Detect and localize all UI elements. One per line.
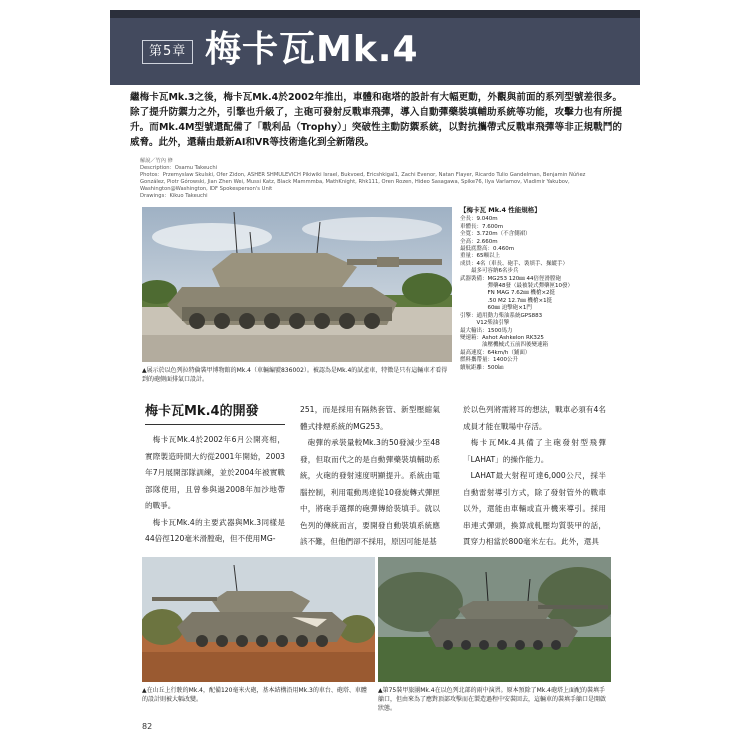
spec-line: 全寬：3.720m（不含側裙）: [460, 231, 531, 238]
chapter-title: 梅卡瓦Mk.4: [205, 29, 419, 70]
main-photo-caption: ▲展示於以色列拉特倫裝甲博物館的Mk.4（車輛編號836002）。被認為是Mk.4的試產車，特徵是只有這輛車才看得到的砲側面排氣口設計。: [142, 367, 448, 383]
section-heading: 梅卡瓦Mk.4的開發: [145, 403, 285, 425]
chapter-label: 第5章: [142, 40, 193, 64]
spec-line: V12柴油引擎: [460, 320, 510, 327]
hill-photo-caption: ▲在山丘上行駛的Mk.4，配備120毫米火砲，基本結構沿用Mk.3的車台、砲塔、車體的設計則被大幅改變。: [142, 687, 367, 703]
chapter-header: [110, 10, 640, 85]
spec-line: 成員：4名（車長、砲手、裝填手、操縱手）: [460, 260, 569, 267]
header-top-bar: [110, 10, 640, 18]
body-column-1: [145, 432, 285, 548]
spec-line: 最高速度：64km/h（鋪面）: [460, 349, 531, 356]
spec-line: 最低底盤高：0.460m: [460, 246, 515, 253]
main-tank-photo: [142, 207, 452, 362]
spec-line: 全長：9.040m: [460, 216, 498, 223]
body-paragraph: 砲彈的承裝量較Mk.3的50發減少至48發，但取而代之的是自動彈藥裝填輔助系統，火砲的發射速度明顯提升。系統由電腦控制，利用電動馬達從10發旋轉式彈匣中，將砲手選擇的砲彈傳給裝填手。就以色列的傳統而言，要開發自動裝填系統應該不難，但他們卻不採用，原因可能是基: [300, 438, 440, 546]
body-paragraph: 梅卡瓦Mk.4具備了主砲發射型飛彈「LAHAT」的操作能力。: [463, 438, 606, 464]
spec-box: [460, 207, 600, 372]
intro-paragraph: 繼梅卡瓦Mk.3之後，梅卡瓦Mk.4於2002年推出，車體和砲塔的設計有大幅更動，外觀與前面的系列型號差很多。除了提升防禦力之外，引擎也升級了，主砲可發射反戰車飛彈，導入自動彈藥裝填輔助系統等功能，攻擊力也有所提升。而Mk.4M型號還配備了「戰利品（Trophy）」突破性主動防禦系統，以對抗攜帶式反戰車飛彈等非正規戰鬥的威脅。此外，還藉由最新AI和VR等技術進化到全新階段。: [130, 92, 622, 148]
rain-exercise-photo: [378, 557, 611, 682]
spec-line: .50 M2 12.7㎜ 機槍×1挺: [460, 297, 553, 304]
spec-line: 最多可容納6名步兵: [460, 268, 519, 275]
spec-line: 重量：65噸以上: [460, 253, 500, 260]
credit-drawings: Drawings：Kikuo Takeuchi: [140, 193, 208, 199]
spec-line: 變速箱：Ashot Ashkelon RK325: [460, 334, 544, 341]
spec-line: 燃料攜帶量：1400公升: [460, 357, 518, 364]
body-paragraph: 251，而是採用有隔熱套管、新型壓縮氣體式排煙系統的MG253。: [300, 405, 440, 431]
spec-line: 續航距離：500㎞: [460, 364, 504, 371]
body-paragraph: 梅卡瓦Mk.4的主要武器與Mk.3同樣是44倍徑120毫米滑膛砲，但不使用MG-: [145, 517, 285, 543]
spec-line: 彈藥48發（最被裝式彈藥匣10發）: [460, 283, 573, 290]
credit-description: Description：Osamu Takeuchi: [140, 165, 218, 171]
hill-tank-photo: [142, 557, 375, 682]
body-paragraph: 梅卡瓦Mk.4於2002年6月公開亮相，實際製造時間大約從2001年開始，2003年7月展開部隊訓練，並於2004年被實戰部隊使用，且曾參與過2008年加沙地帶的戰爭。: [145, 435, 285, 510]
spec-line: 武器裝備：MG253 120㎜ 44倍徑滑膛砲: [460, 275, 561, 282]
spec-line: FN MAG 7.62㎜ 機槍×2挺: [460, 290, 556, 297]
spec-line: 引擎：通用動力柴油系統GPS883: [460, 312, 543, 319]
body-paragraph: 於以色列將需將耳的想法，戰車必須有4名成員才能在戰場中存活。: [463, 405, 606, 431]
body-column-3: [463, 402, 606, 551]
credit-photos: Photos：Przemyslaw Skulski, Ofer Zidon, ASHER SHMULEVICH Pikiwiki Israel, Bukvoed, Ericshkigal1, Zachi Evenor, Natan Flayer, Ricardo Tulio Gandelman, Benjamin Núñez González, Piotr Górowski, Jian Zhen Wei, Mussi Katz, Black Mammmba, MathKnight, Rhk111, Oren Rozen, Hideo Sasagawa, Spike76, Ilya Varlamov, Vladimir Yakubov, Washington@Washington, IDF Spokesperson's Unit: [140, 172, 586, 192]
rain-photo-caption: ▲第75裝甲旅團Mk.4在以色列北部的雨中演習。原本預除了Mk.4砲塔上面配的裝填手艙口，但由來為了應對頂部攻擊而在製造過程中安裝回去，這輛車的裝填手艙口是開啟狀態。: [378, 687, 607, 712]
page-number: 82: [142, 722, 153, 731]
spec-line: 最大輸出：1500馬力: [460, 327, 513, 334]
body-column-2: [300, 402, 440, 551]
magazine-page: [110, 0, 640, 750]
body-paragraph: LAHAT最大射程可達6,000公尺，採半自動雷射導引方式，除了發射管外的戰車以外，還能由車輛或直升機來導引。採用串連式彈頭，換算成軋壓均質裝甲的話，貫穿力相當於800毫米左右。此外，還具: [463, 471, 606, 546]
credit-author: 解說／竹內 修: [140, 158, 173, 164]
spec-line: 全高：2.660m: [460, 238, 498, 245]
spec-line: 車體長：7.600m: [460, 223, 504, 230]
spec-title: 【梅卡瓦 Mk.4 性能規格】: [460, 206, 541, 214]
spec-line: 60㎜ 迫擊砲×1門: [460, 305, 532, 312]
spec-line: 油壓機械式五前四後變速箱: [460, 342, 549, 349]
credits: [140, 158, 610, 200]
